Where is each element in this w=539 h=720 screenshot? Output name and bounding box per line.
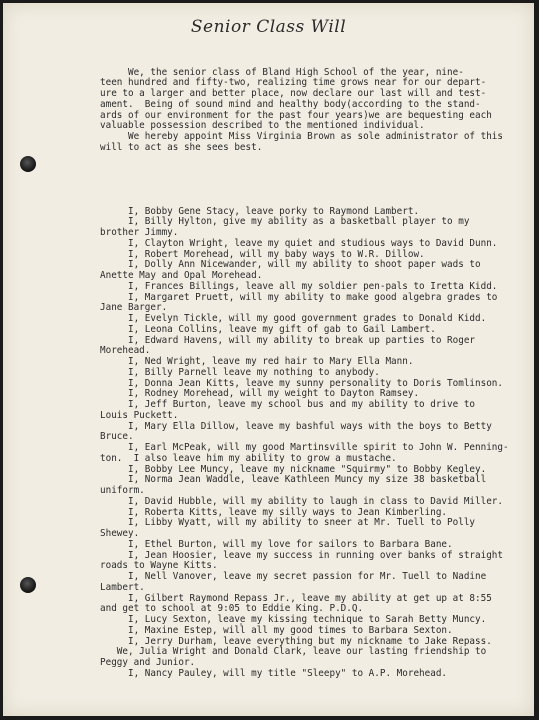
bequest-line: I, Nell Vanover, leave my secret passion for Mr. Tuell to Nadine (100, 571, 487, 582)
bequest-line: I, Frances Billings, leave all my soldier pen-pals to Iretta Kidd. (100, 280, 498, 292)
bequest-line: brother Jimmy. (100, 227, 179, 238)
intro-line: We, the senior class of Bland High School of the year, nine- (100, 66, 464, 78)
bequest-line: Peggy and Junior. (100, 657, 196, 668)
intro-line: valuable possession described to the mentioned individual. (100, 120, 425, 132)
bequest-line: uniform. (100, 485, 145, 496)
bequest-line: I, Leona Collins, leave my gift of gab to Gail Lambert. (100, 323, 436, 335)
bequest-line: I, David Hubble, will my ability to laugh in class to David Miller. (100, 495, 503, 507)
bequest-line: We, Julia Wright and Donald Clark, leave our lasting friendship to (100, 646, 487, 658)
punch-hole-top (20, 156, 36, 172)
page-title: Senior Class Will (190, 17, 347, 37)
bequest-line: I, Donna Jean Kitts, leave my sunny personality to Doris Tomlinson. (100, 377, 503, 389)
bequest-line: Bruce. (100, 431, 134, 443)
bequest-line: I, Rodney Morehead, will my weight to Dayton Ramsey. (100, 388, 420, 400)
bequest-line: and get to school at 9:05 to Eddie King. P.D.Q. (100, 603, 364, 615)
bequest-line: Jane Barger. (100, 302, 168, 314)
bequest-line: I, Libby Wyatt, will my ability to sneer at Mr. Tuell to Polly (100, 517, 476, 529)
bequest-line: I, Bobby Gene Stacy, leave porky to Raymond Lambert. (100, 205, 420, 217)
bequest-line: I, Ethel Burton, will my love for sailors to Barbara Bane. (100, 538, 453, 550)
bequest-line: I, Billy Parnell leave my nothing to anybody. (100, 366, 380, 378)
bequest-line: I, Mary Ella Dillow, leave my bashful ways with the boys to Betty (100, 420, 492, 432)
bequest-line: Anette May and Opal Morehead. (100, 270, 263, 281)
intro-line: will to act as she sees best. (100, 141, 263, 153)
bequest-line: I, Jeff Burton, leave my school bus and my ability to drive to (100, 399, 476, 410)
punch-hole-bottom (20, 577, 36, 593)
bequest-line: I, Clayton Wright, leave my quiet and studious ways to David Dunn. (100, 237, 498, 249)
bequest-line: I, Earl McPeak, will my good Martinsville spirit to John W. Penning- (100, 442, 509, 453)
bequest-line: I, Billy Hylton, give my ability as a basketball player to my (100, 216, 470, 228)
bequest-line: Lambert. (100, 581, 145, 593)
intro-line: teen hundred and fifty-two, realizing time grows near for our depart- (100, 77, 487, 89)
bequest-line: Louis Puckett. (100, 409, 179, 421)
intro-line: We hereby appoint Miss Virginia Brown as sole administrator of this (100, 131, 503, 142)
bequest-list (100, 207, 520, 680)
will-body (100, 46, 520, 701)
bequest-line: I, Ned Wright, leave my red hair to Mary Ella Mann. (100, 356, 414, 367)
intro-line: ards of our environment for the past four years)we are bequesting each (100, 109, 492, 121)
bequest-line: I, Lucy Sexton, leave my kissing technique to Sarah Betty Muncy. (100, 614, 487, 625)
intro-line: ament. Being of sound mind and healthy body(according to the stand- (100, 98, 481, 110)
bequest-line: Shewey. (100, 528, 140, 539)
bequest-line: I, Gilbert Raymond Repass Jr., leave my ability at get up at 8:55 (100, 592, 492, 604)
bequest-line: I, Margaret Pruett, will my ability to make good algebra grades to (100, 291, 498, 303)
bequest-line: I, Maxine Estep, will all my good times to Barbara Sexton. (100, 624, 453, 636)
bequest-line: I, Jerry Durham, leave everything but my nickname to Jake Repass. (100, 635, 492, 647)
bequest-line: ton. I also leave him my ability to grow a mustache. (100, 452, 397, 464)
bequest-line: I, Evelyn Tickle, will my good government grades to Donald Kidd. (100, 313, 487, 324)
bequest-line: I, Bobby Lee Muncy, leave my nickname "Squirmy" to Bobby Kegley. (100, 463, 487, 475)
bequest-line: I, Nancy Pauley, will my title "Sleepy" to A.P. Morehead. (100, 667, 448, 679)
bequest-line: I, Dolly Ann Nicewander, will my ability to shoot paper wads to (100, 259, 481, 271)
document-page (3, 3, 534, 716)
bequest-line: I, Jean Hoosier, leave my success in running over banks of straight (100, 549, 503, 561)
bequest-line: I, Edward Havens, will my ability to break up parties to Roger (100, 334, 476, 346)
paragraph-gap (100, 175, 520, 185)
bequest-line: I, Norma Jean Waddle, leave Kathleen Muncy my size 38 basketball (100, 474, 487, 486)
intro-paragraphs (100, 68, 520, 154)
bequest-line: Morehead. (100, 345, 151, 357)
bequest-line: I, Roberta Kitts, leave my silly ways to Jean Kimberling. (100, 506, 448, 518)
bequest-line: roads to Wayne Kitts. (100, 560, 218, 572)
intro-line: ure to a larger and better place, now declare our last will and test- (100, 88, 487, 99)
bequest-line: I, Robert Morehead, will my baby ways to W.R. Dillow. (100, 248, 425, 260)
